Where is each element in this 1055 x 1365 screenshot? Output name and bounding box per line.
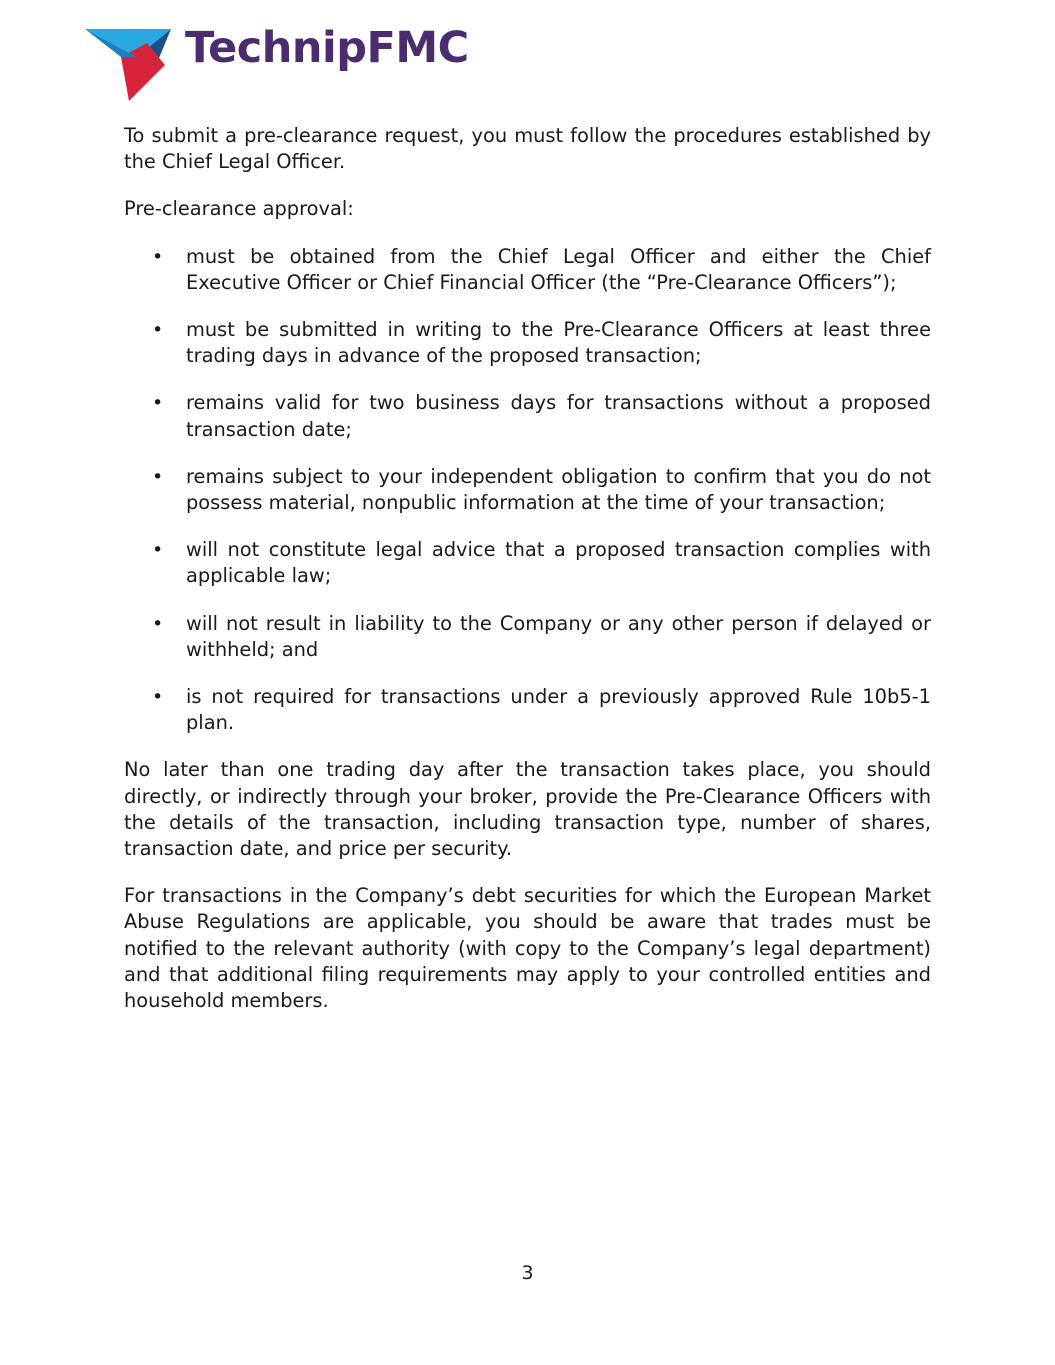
list-item-text: must be submitted in writing to the Pre-Clearance Officers at least three trading days in advance of the proposed transaction;: [186, 318, 931, 368]
list-item: [124, 537, 931, 589]
list-item-text: remains valid for two business days for transactions without a proposed transaction date;: [186, 391, 931, 441]
page-number: 3: [521, 1262, 534, 1284]
list-item-text: must be obtained from the Chief Legal Officer and either the Chief Executive Officer or Chief Financial Officer (the “Pre-Clearance Officers”);: [186, 244, 931, 294]
list-item: [124, 611, 931, 663]
list-item-text: will not constitute legal advice that a proposed transaction complies with applicable law;: [186, 538, 931, 588]
intro-paragraph: To submit a pre-clearance request, you must follow the procedures established by the Chief Legal Officer.: [124, 124, 931, 174]
bullet-icon: •: [152, 686, 164, 709]
list-item: [124, 390, 931, 442]
list-item: [124, 244, 931, 296]
technipfmc-logo-icon: [85, 27, 175, 103]
reporting-paragraph: No later than one trading day after the transaction takes place, you should directly, or indirectly through your broker, provide the Pre-Clearance Officers with the details of the transaction, including transaction type, number of shares, transaction date, and price per security.: [124, 758, 931, 861]
list-item: [124, 684, 931, 736]
bullet-icon: •: [152, 245, 164, 268]
bullet-icon: •: [152, 319, 164, 342]
document-body: [124, 123, 931, 1035]
list-item: [124, 464, 931, 516]
company-logo: [85, 25, 505, 105]
bullet-icon: •: [152, 612, 164, 635]
bullet-icon: •: [152, 465, 164, 488]
approval-conditions-list: [124, 244, 931, 737]
debt-securities-paragraph: For transactions in the Company’s debt securities for which the European Market Abuse Regulations are applicable, you should be aware that trades must be notified to the relevant authority (with copy to the Company’s legal department) and that additional filing requirements may apply to your controlled entities and household members.: [124, 884, 931, 1013]
list-item-text: remains subject to your independent obligation to confirm that you do not possess material, nonpublic information at the time of your transaction;: [186, 464, 931, 515]
approval-heading: Pre-clearance approval:: [124, 197, 354, 221]
bullet-icon: •: [152, 539, 164, 562]
list-item: [124, 317, 931, 369]
bullet-icon: •: [152, 392, 164, 415]
logo-wordmark: TechnipFMC: [185, 23, 469, 73]
list-item-text: is not required for transactions under a previously approved Rule 10b5-1 plan.: [186, 685, 931, 735]
list-item-text: will not result in liability to the Company or any other person if delayed or withheld; and: [186, 611, 931, 661]
